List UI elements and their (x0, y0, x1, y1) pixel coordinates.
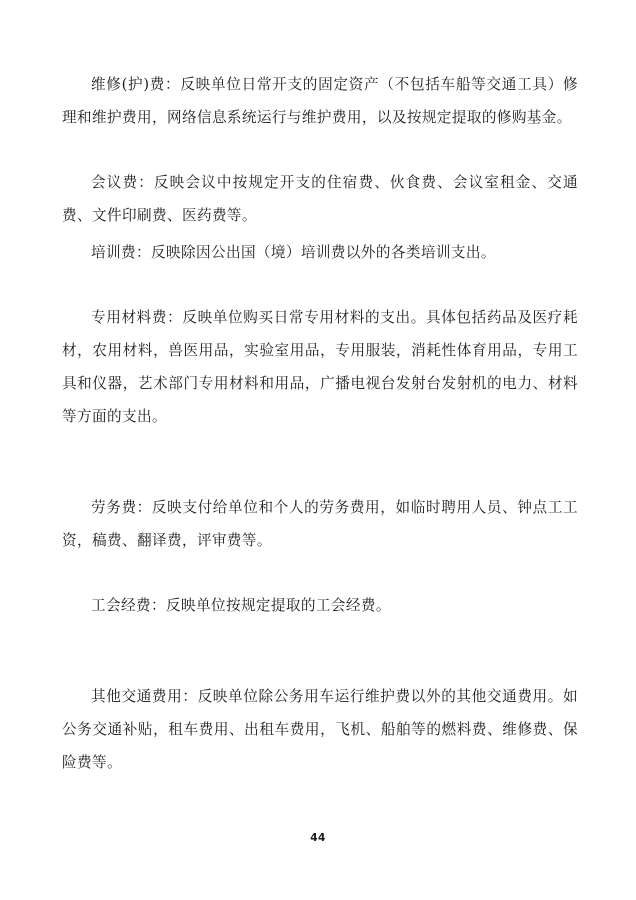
paragraph-spacer (62, 622, 578, 680)
paragraph-labor-fee: 劳务费：反映支付给单位和个人的劳务费用，如临时聘用人员、钟点工工资，稿费、翻译费，评审费等。 (62, 499, 578, 549)
paragraph-training-fee: 培训费：反映除因公出国（境）培训费以外的各类培训支出。 (91, 244, 496, 261)
paragraph-spacer (62, 433, 578, 491)
paragraph-union-funds: 工会经费：反映单位按规定提取的工会经费。 (91, 597, 391, 614)
paragraph-spacer (62, 557, 578, 589)
page-number: 44 (310, 832, 326, 844)
document-body (62, 68, 578, 779)
paragraph-maintenance-fee: 维修(护)费：反映单位日常开支的固定资产（不包括车船等交通工具）修理和维护费用，网络信息系统运行与维护费用，以及按规定提取的修购基金。 (62, 76, 578, 126)
paragraph-spacer (62, 134, 578, 166)
paragraph-other-transport-fee: 其他交通费用：反映单位除公务用车运行维护费以外的其他交通费用。如公务交通补贴，租车费用、出租车费用，飞机、船舶等的燃料费、维修费、保险费等。 (62, 688, 578, 771)
paragraph-spacer (62, 269, 578, 301)
paragraph-conference-fee: 会议费：反映会议中按规定开支的住宿费、伙食费、会议室租金、交通费、文件印刷费、医药费等。 (62, 174, 578, 224)
paragraph-special-materials-fee: 专用材料费：反映单位购买日常专用材料的支出。具体包括药品及医疗耗材，农用材料，兽医用品，实验室用品，专用服装，消耗性体育用品，专用工具和仪器，艺术部门专用材料和用品，广播电视台发射台发射机的电力、材料等方面的支出。 (62, 309, 578, 425)
